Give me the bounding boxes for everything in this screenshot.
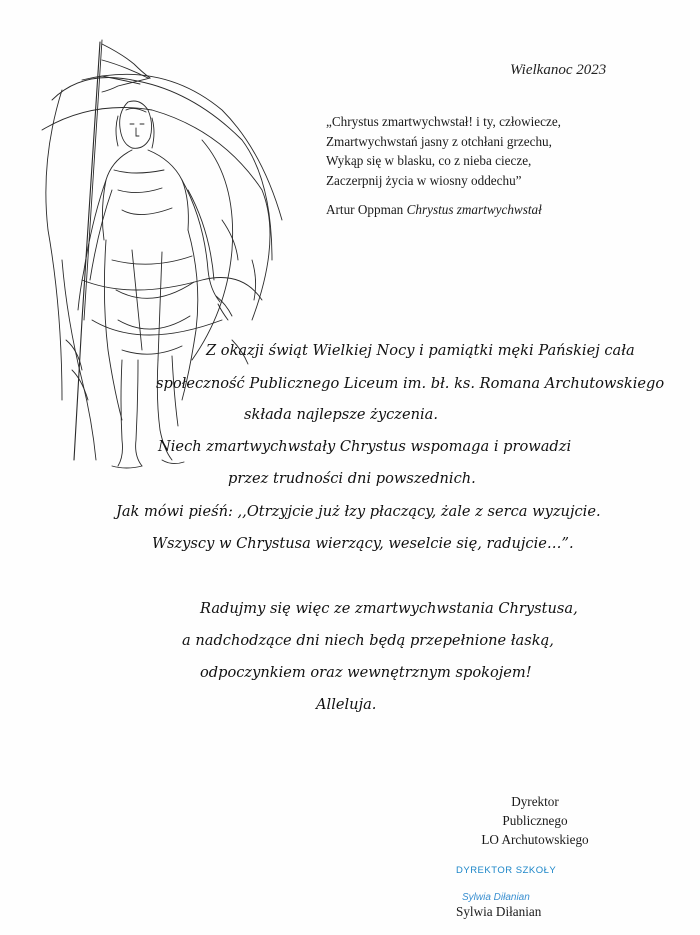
signature-title-line: Dyrektor [511, 794, 559, 809]
date-heading: Wielkanoc 2023 [510, 62, 607, 78]
signature-title-line: Publicznego [502, 813, 568, 828]
closing-line: Alleluja. [316, 696, 377, 713]
signature-block [440, 792, 630, 849]
poem-quote [326, 112, 561, 190]
poem-line: „Chrystus zmartwychwstał! i ty, człowiecze, [326, 114, 561, 129]
greeting-line: przez trudności dni powszednich. [228, 470, 476, 487]
greeting-line: Wszyscy w Chrystusa wierzący, weselcie się, radujcie…”. [152, 535, 574, 552]
poem-author: Artur Oppman [326, 202, 404, 217]
poem-title: Chrystus zmartwychwstał [406, 202, 542, 217]
greeting-line: społeczność Publicznego Liceum im. bł. ks. Romana Archutowskiego [156, 375, 665, 392]
director-stamp: DYREKTOR SZKOŁY [456, 865, 557, 876]
handwritten-signature: Sylwia Diłanian [462, 892, 530, 903]
greeting-line: Z okazji świąt Wielkiej Nocy i pamiątki męki Pańskiej cała [206, 342, 635, 359]
signature-title-line: LO Archutowskiego [481, 832, 589, 847]
closing-line: Radujmy się więc ze zmartwychwstania Chrystusa, [200, 600, 578, 617]
poem-attribution [326, 202, 542, 218]
poem-line: Wykąp się w blasku, co z nieba ciecze, [326, 153, 532, 168]
signatory-name: Sylwia Diłanian [456, 904, 542, 919]
closing-line: a nadchodzące dni niech będą przepełnione łaską, [182, 632, 554, 649]
closing-line: odpoczynkiem oraz wewnętrznym spokojem! [200, 664, 532, 681]
poem-line: Zaczerpnij życia w wiosny oddechu” [326, 172, 522, 188]
poem-line: Zmartwychwstań jasny z otchłani grzechu, [326, 133, 552, 149]
greeting-line: Jak mówi pieśń: ,,Otrzyjcie już łzy płaczący, żale z serca wyzujcie. [116, 503, 601, 520]
greeting-line: Niech zmartwychwstały Chrystus wspomaga i prowadzi [158, 438, 572, 455]
greeting-line: składa najlepsze życzenia. [244, 406, 439, 423]
